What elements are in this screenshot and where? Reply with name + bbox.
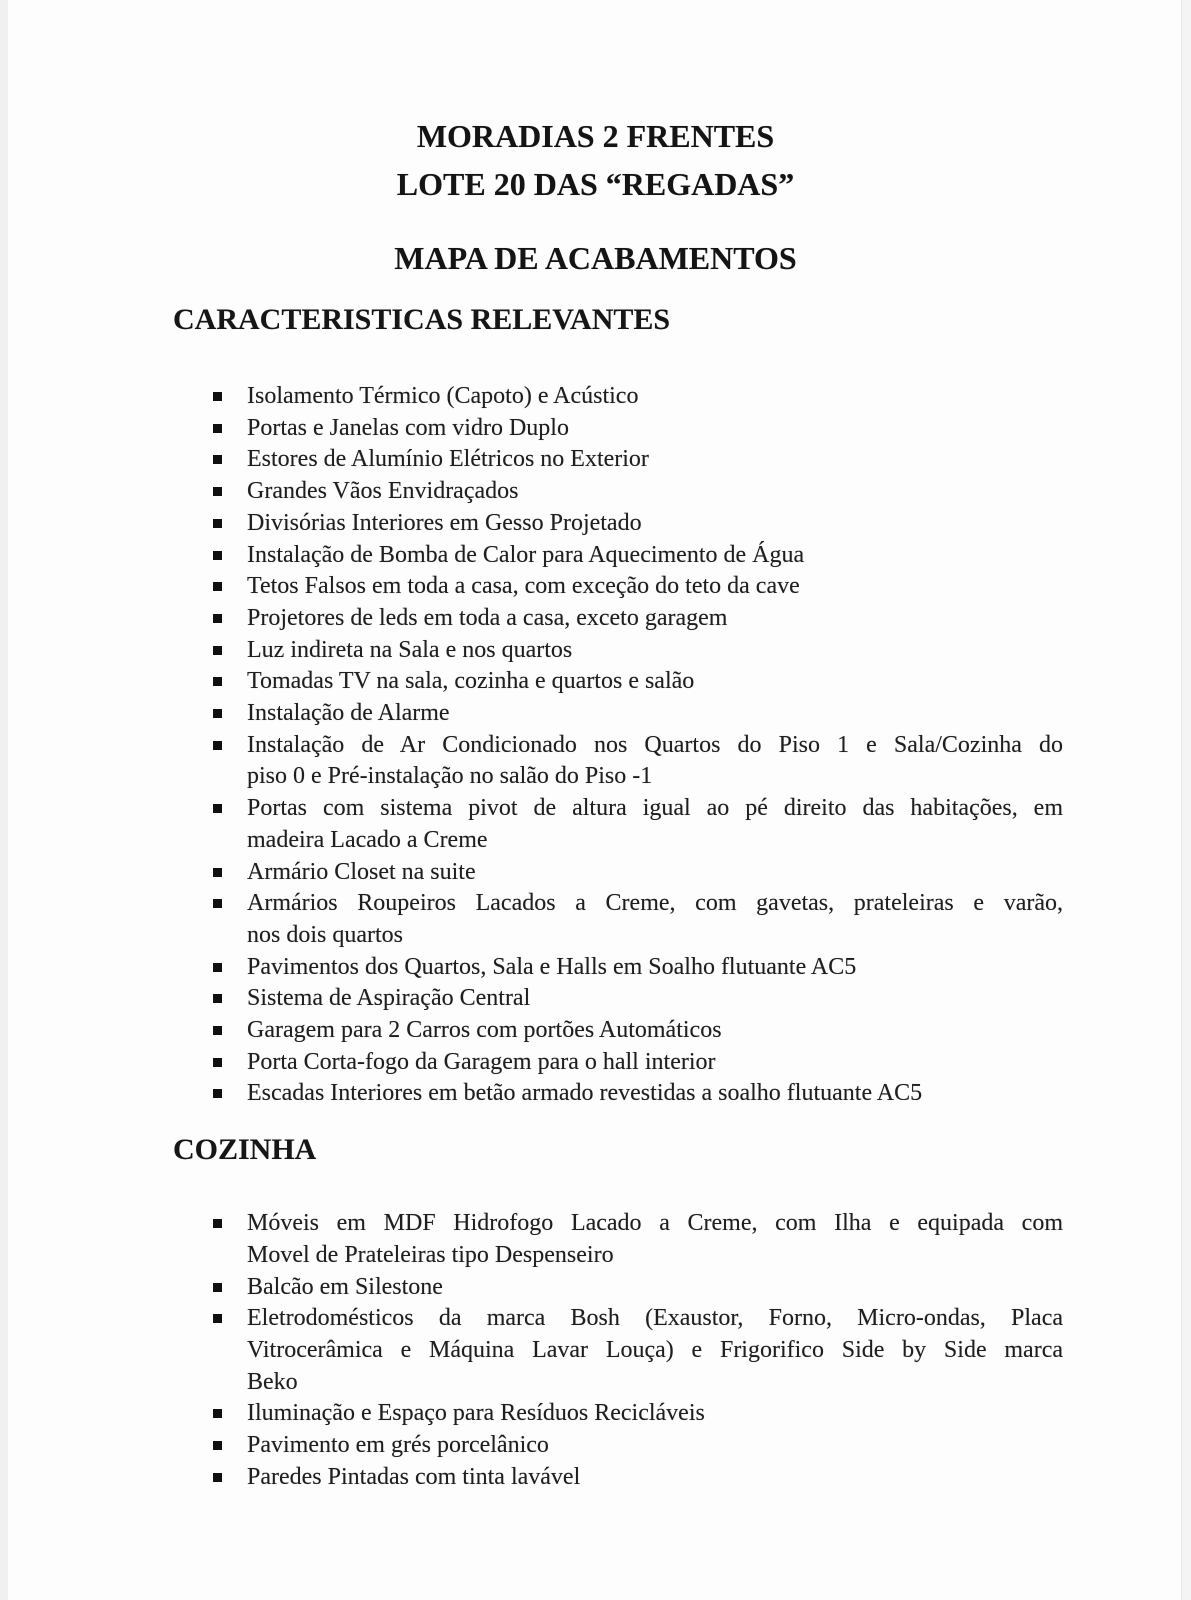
- list-item-text: Sistema de Aspiração Central: [247, 985, 531, 1012]
- list-item-text: Instalação de Bomba de Calor para Aquecimento de Água: [247, 541, 805, 568]
- list-item: [173, 857, 1063, 889]
- scan-edge-left: [0, 0, 8, 1600]
- list-item-text: Iluminação e Espaço para Resíduos Recicláveis: [247, 1400, 705, 1427]
- list-item-text: Pavimentos dos Quartos, Sala e Halls em Soalho flutuante AC5: [247, 953, 857, 980]
- bullet-square-icon: [213, 614, 222, 623]
- bullet-square-icon: [213, 519, 222, 528]
- bullet-square-icon: [213, 424, 222, 433]
- document-body: [173, 300, 1063, 1494]
- list-item: [173, 603, 1063, 635]
- bullet-square-icon: [213, 455, 222, 464]
- bullet-square-icon: [213, 868, 222, 877]
- bullet-square-icon: [213, 582, 222, 591]
- list-item-text: Instalação de Ar Condicionado nos Quartos do Piso 1 e Sala/Cozinha do: [247, 731, 1063, 758]
- document-section: [173, 300, 1063, 1110]
- bullet-square-icon: [213, 392, 222, 401]
- bullet-square-icon: [213, 804, 222, 813]
- list-item: [173, 1047, 1063, 1079]
- list-item: [173, 1430, 1063, 1462]
- document-title-line-1: MORADIAS 2 FRENTES: [416, 118, 775, 154]
- list-item: [173, 1015, 1063, 1047]
- document-header: [0, 0, 1191, 280]
- bullet-square-icon: [213, 994, 222, 1003]
- list-item-text: Escadas Interiores em betão armado revestidas a soalho flutuante AC5: [247, 1080, 923, 1107]
- list-item: [173, 983, 1063, 1015]
- scan-edge-right: [1181, 0, 1191, 1600]
- list-item-text: Armário Closet na suite: [247, 858, 476, 885]
- list-item-text: Portas e Janelas com vidro Duplo: [247, 414, 569, 441]
- section-heading: CARACTERISTICAS RELEVANTES: [173, 303, 671, 336]
- list-item-text: Instalação de Alarme: [247, 700, 450, 727]
- bullet-square-icon: [213, 1409, 222, 1418]
- list-item: [173, 381, 1063, 413]
- bullet-square-icon: [213, 963, 222, 972]
- section-heading: COZINHA: [173, 1133, 317, 1167]
- list-item: [173, 1078, 1063, 1110]
- list-item-text: Estores de Alumínio Elétricos no Exterior: [247, 446, 649, 473]
- list-item-text: Porta Corta-fogo da Garagem para o hall interior: [247, 1048, 716, 1075]
- list-item-text: Isolamento Térmico (Capoto) e Acústico: [247, 383, 639, 409]
- document-section: [173, 1130, 1063, 1493]
- list-item: [173, 1462, 1063, 1494]
- bullet-square-icon: [213, 1283, 222, 1292]
- list-item: [173, 413, 1063, 445]
- bullet-square-icon: [213, 1314, 222, 1323]
- list-item-text: nos dois quartos: [247, 921, 403, 948]
- list-item-text: Tomadas TV na sala, cozinha e quartos e salão: [247, 668, 695, 695]
- list-item-text: Movel de Prateleiras tipo Despenseiro: [247, 1241, 614, 1268]
- list-item-text: Armários Roupeiros Lacados a Creme, com gavetas, prateleiras e varão,: [247, 890, 1063, 917]
- list-item: [173, 666, 1063, 698]
- list-item-text: piso 0 e Pré-instalação no salão do Piso -1: [247, 763, 653, 790]
- list-item-text: Portas com sistema pivot de altura igual ao pé direito das habitações, em: [247, 795, 1063, 822]
- list-item-text: Eletrodomésticos da marca Bosh (Exaustor, Forno, Micro-ondas, Placa: [247, 1305, 1063, 1332]
- list-item-text: Divisórias Interiores em Gesso Projetado: [247, 509, 642, 536]
- list-item-text: Paredes Pintadas com tinta lavável: [247, 1463, 581, 1490]
- list-item: [173, 1272, 1063, 1304]
- list-item: [173, 1303, 1063, 1398]
- bullet-square-icon: [213, 741, 222, 750]
- list-item-text: Projetores de leds em toda a casa, exceto garagem: [247, 604, 728, 631]
- bullet-square-icon: [213, 709, 222, 718]
- list-item: [173, 571, 1063, 603]
- list-item-text: Beko: [247, 1368, 298, 1395]
- bullet-square-icon: [213, 1441, 222, 1450]
- list-item-text: Grandes Vãos Envidraçados: [247, 478, 519, 505]
- list-item: [173, 1208, 1063, 1271]
- list-item: [173, 1398, 1063, 1430]
- bullet-square-icon: [213, 1089, 222, 1098]
- list-item-text: Vitrocerâmica e Máquina Lavar Louça) e Frigorifico Side by Side marca: [247, 1336, 1063, 1363]
- bullet-square-icon: [213, 1219, 222, 1228]
- list-item: [173, 888, 1063, 951]
- list-item: [173, 952, 1063, 984]
- list-item: [173, 508, 1063, 540]
- list-item-text: Garagem para 2 Carros com portões Automáticos: [247, 1017, 722, 1044]
- list-item: [173, 698, 1063, 730]
- list-item: [173, 635, 1063, 667]
- list-item-text: Balcão em Silestone: [247, 1273, 443, 1300]
- list-item: [173, 793, 1063, 856]
- document-subtitle: MAPA DE ACABAMENTOS: [394, 240, 797, 276]
- bullet-square-icon: [213, 677, 222, 686]
- document-title-line-2: LOTE 20 DAS “REGADAS”: [396, 166, 795, 202]
- bullet-square-icon: [213, 1026, 222, 1035]
- list-item-text: Luz indireta na Sala e nos quartos: [247, 636, 573, 663]
- list-item-text: Pavimento em grés porcelânico: [247, 1432, 549, 1459]
- bullet-square-icon: [213, 1058, 222, 1067]
- bullet-list: [173, 381, 1063, 1110]
- bullet-list: [173, 1208, 1063, 1493]
- list-item-text: Tetos Falsos em toda a casa, com exceção do teto da cave: [247, 573, 800, 600]
- bullet-square-icon: [213, 551, 222, 560]
- list-item: [173, 540, 1063, 572]
- list-item-text: Móveis em MDF Hidrofogo Lacado a Creme, com Ilha e equipada com: [247, 1210, 1063, 1237]
- bullet-square-icon: [213, 646, 222, 655]
- bullet-square-icon: [213, 1473, 222, 1482]
- list-item: [173, 730, 1063, 793]
- list-item: [173, 444, 1063, 476]
- bullet-square-icon: [213, 487, 222, 496]
- list-item-text: madeira Lacado a Creme: [247, 826, 488, 853]
- list-item: [173, 476, 1063, 508]
- bullet-square-icon: [213, 899, 222, 908]
